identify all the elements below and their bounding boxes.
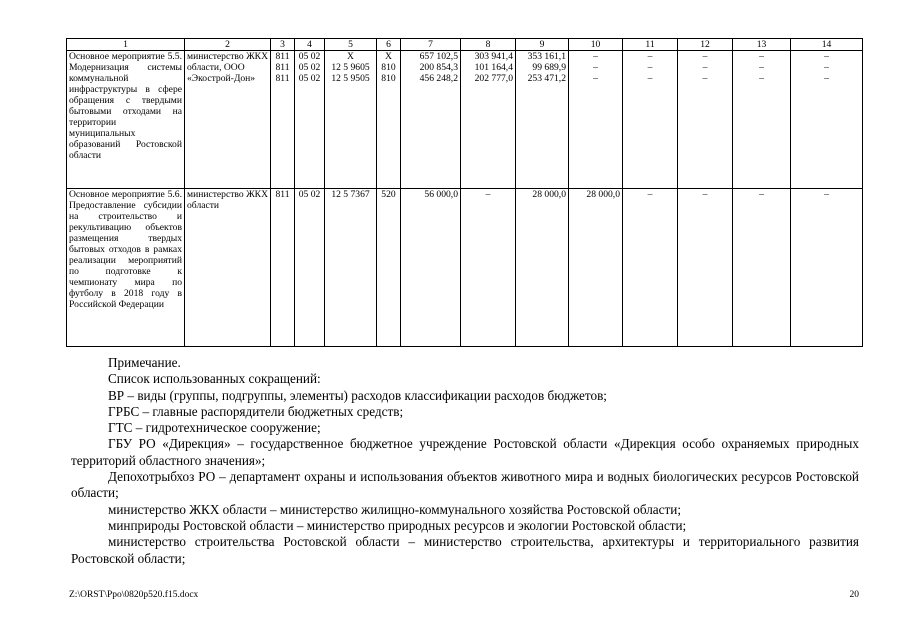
year-value-cell: – (733, 189, 791, 347)
year-value-cell: – – – (678, 51, 733, 189)
grbs-cell: 811 (271, 189, 295, 347)
executor-cell: министерство ЖКХ области (185, 189, 271, 347)
measure-name-cell: Основное мероприятие 5.6. Предоставление субсидии на строительство и рекультивацию объектов размещения твердых бытовых отходов в рамках реализации мероприятий по подготовке к чемпионату мира по футболу в 2018 году в Российской Федерации (67, 189, 185, 347)
target-article-cell: Х 12 5 9605 12 5 9505 (325, 51, 377, 189)
abbreviation-item: ВР – виды (группы, подгруппы, элементы) расходов классификации расходов бюджетов; (108, 387, 607, 403)
file-path: Z:\ORST\Ppo\0820p520.f15.docx (69, 590, 199, 600)
year-value-cell: – – – (623, 51, 678, 189)
abbreviation-item: министерство строительства Ростовской области – министерство строительства, архитектуры и территориального развития Ростовской области; (71, 534, 859, 566)
column-header: 12 (678, 39, 733, 51)
table-row (67, 189, 863, 347)
abbreviation-item: ГРБС – главные распорядители бюджетных средств; (108, 403, 404, 419)
year-value-cell: – (791, 189, 863, 347)
column-header: 7 (401, 39, 461, 51)
section-cell: 05 02 (295, 189, 325, 347)
measure-name-cell: Основное мероприятие 5.5. Модернизация системы коммунальной инфраструктуры в сфере обращения с твердыми бытовыми отходами на территории муниципальных образований Ростовской области (67, 51, 185, 189)
total-cell: 56 000,0 (401, 189, 461, 347)
year-value-cell: 353 161,1 99 689,9 253 471,2 (516, 51, 569, 189)
abbreviation-item: Депохотрыбхоз РО – департамент охраны и использования объектов животного мира и водных биологических ресурсов Ростовской области; (71, 469, 859, 501)
year-value-cell: – – – (733, 51, 791, 189)
column-header: 6 (377, 39, 401, 51)
year-value-cell: 28 000,0 (569, 189, 623, 347)
year-value-cell: – – – (791, 51, 863, 189)
budget-table (66, 38, 863, 347)
column-number-row (67, 39, 863, 51)
abbreviations-title: Список использованных сокращений: (108, 371, 321, 387)
abbreviation-item: минприроды Ростовской области – министерство природных ресурсов и экологии Ростовской области; (108, 517, 687, 533)
year-value-cell: – (678, 189, 733, 347)
year-value-cell: – (623, 189, 678, 347)
column-header: 14 (791, 39, 863, 51)
year-value-cell: – – – (569, 51, 623, 189)
abbreviation-item: ГТС – гидротехническое сооружение; (108, 420, 321, 436)
expense-type-cell: Х 810 810 (377, 51, 401, 189)
column-header: 3 (271, 39, 295, 51)
year-value-cell: 28 000,0 (516, 189, 569, 347)
abbreviation-item: министерство ЖКХ области – министерство жилищно-коммунального хозяйства Ростовской области; (108, 501, 681, 517)
column-header: 11 (623, 39, 678, 51)
year-value-cell: 303 941,4 101 164,4 202 777,0 (461, 51, 516, 189)
column-header: 9 (516, 39, 569, 51)
table-row (67, 51, 863, 189)
total-cell: 657 102,5 200 854,3 456 248,2 (401, 51, 461, 189)
abbreviations-note (71, 355, 859, 567)
executor-cell: министерство ЖКХ области, ООО «Экострой-Дон» (185, 51, 271, 189)
column-header: 8 (461, 39, 516, 51)
grbs-cell: 811 811 811 (271, 51, 295, 189)
column-header: 1 (67, 39, 185, 51)
note-heading: Примечание. (108, 355, 181, 370)
column-header: 10 (569, 39, 623, 51)
column-header: 13 (733, 39, 791, 51)
page-number: 20 (849, 590, 859, 600)
target-article-cell: 12 5 7367 (325, 189, 377, 347)
expense-type-cell: 520 (377, 189, 401, 347)
column-header: 4 (295, 39, 325, 51)
year-value-cell: – (461, 189, 516, 347)
abbreviation-item: ГБУ РО «Дирекция» – государственное бюджетное учреждение Ростовской области «Дирекция особо охраняемых природных территорий областного значения»; (71, 436, 859, 468)
section-cell: 05 02 05 02 05 02 (295, 51, 325, 189)
column-header: 2 (185, 39, 271, 51)
column-header: 5 (325, 39, 377, 51)
